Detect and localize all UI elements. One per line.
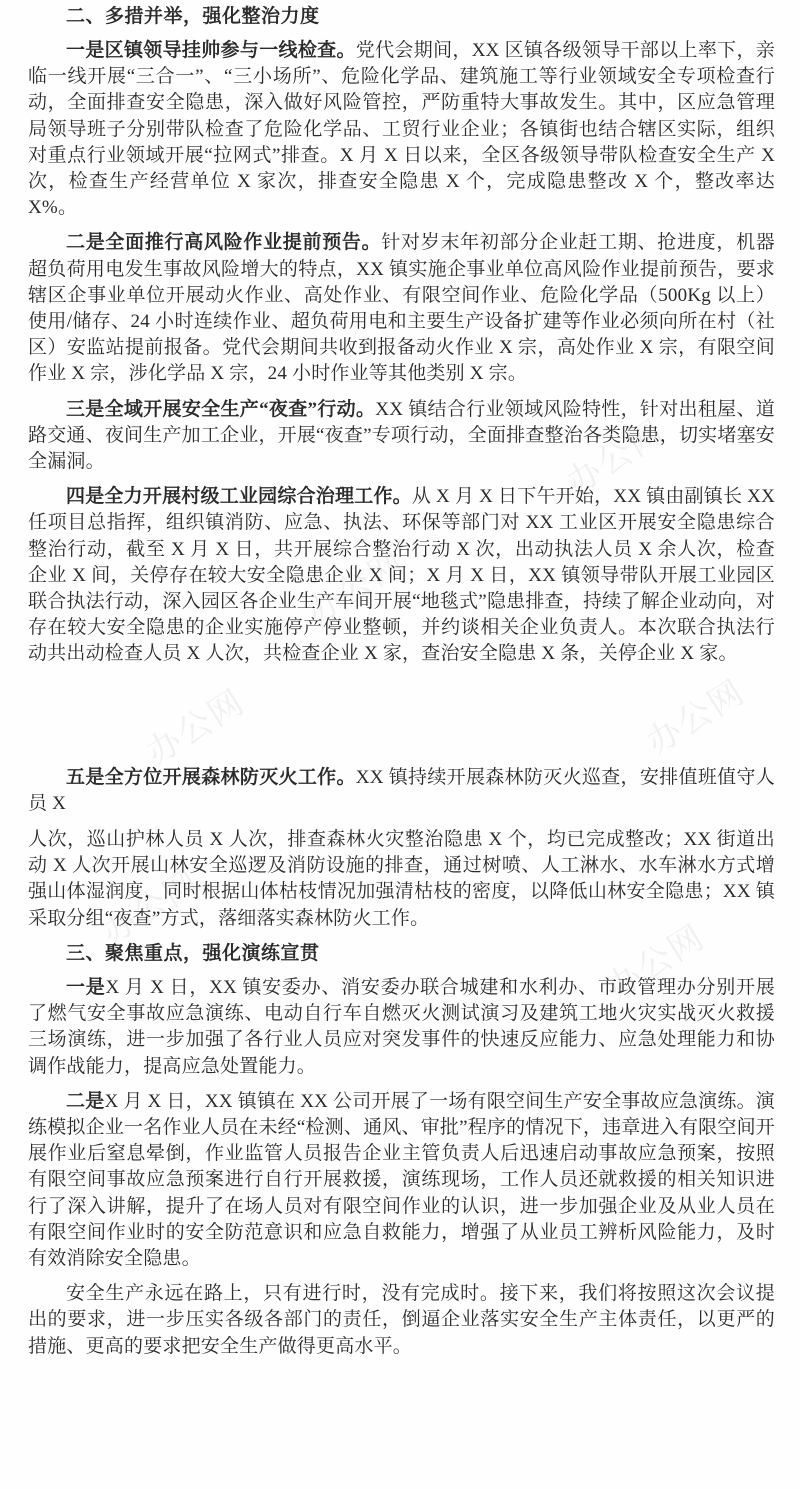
paragraph-one — [28, 38, 775, 221]
paragraph-lead: 一是区镇领导挂帅参与一线检查。 — [66, 40, 356, 61]
paragraph-four — [28, 484, 775, 667]
watermark-text: 办公网 — [600, 918, 712, 1008]
paragraph-text: 人次，巡山护林人员 X 人次，排查森林火灾整治隐患 X 个，均已完成整改；XX 街道出动 X 人次开展山林安全巡逻及消防设施的排查，通过树喷、人工淋水、水车淋水方式增强山体湿润度，同时根据山体枯枝情况加强清枯枝的密度，以降低山林安全隐患；XX 镇采取分组“夜查”方式，落细落实森林防火工作。 — [28, 829, 775, 929]
paragraph-text: XX 镇结合行业领域风险特性，针对出租屋、道路交通、夜间生产加工企业，开展“夜查”专项行动，全面排查整治各类隐患，切实堵塞安全漏洞。 — [28, 398, 776, 473]
paragraph-lead: 五是全方位开展森林防灭火工作。 — [66, 766, 356, 788]
section-heading-three: 三、聚焦重点，强化演练宣贯 — [66, 942, 320, 964]
paragraph-first-line — [28, 765, 775, 817]
watermark-text: 办公网 — [140, 683, 252, 773]
paragraph-lead: 三是全域开展安全生产“夜查”行动。 — [66, 398, 376, 420]
watermark-text: 办公网 — [300, 543, 412, 633]
paragraph-lead: 四是全力开展村级工业园综合治理工作。 — [66, 486, 412, 508]
paragraph-lead: 二是全面推行高风险作业提前预告。 — [66, 232, 382, 254]
paragraph-text: X 月 X 日，XX 镇镇在 XX 公司开展了一场有限空间生产安全事故应急演练。演练模拟企业一名作业人员在未经“检测、通风、审批”程序的情况下，违章进入有限空间开展作业后窒息晕倒，作业监管人员报告企业主管负责人后迅速启动事故应急预案，按照有限空间事故应急预案进行自行开展救援，演练现场，工作人员还就救援的相关知识进行了深入讲解，提升了在场人员对有限空间作业的认识，进一步加强企业及从业人员在有限空间作业时的安全防范意识和应急自救能力，增强了从业员工辨析风险能力，及时有效消除安全隐患。 — [28, 1090, 775, 1269]
paragraph-three — [28, 397, 775, 476]
paragraph-six — [28, 975, 775, 1080]
paragraph-text: 安全生产永远在路上，只有进行时，没有完成时。接下来，我们将按照这次会议提出的要求，进一步压实各级各部门的责任，倒逼企业落实安全生产主体责任，以更严的措施、更高的要求把安全生产做得更高水平。 — [28, 1283, 775, 1357]
paragraph-text: 党代会期间，XX 区镇各级领导干部以上率下，亲临一线开展“三合一”、“三小场所”、危险化学品、建筑施工等行业领域安全专项检查行动，全面排查安全隐患，深入做好风险管控，严防重特大事故发生。其中，区应急管理局领导班子分别带队检查了危险化学品、工贸行业企业；各镇街也结合辖区实际，组织对重点行业领域开展“拉网式”排查。X 月 X 日以来，全区各级领导带队检查安全生产 X 次，检查生产经营单位 X 家次，排查安全隐患 X 个，完成隐患整改 X 个，整改率达 X%。 — [28, 40, 775, 219]
watermark-text: 办公网 — [95, 863, 207, 953]
page-bottom-gap — [28, 1369, 775, 1489]
section-heading-two: 二、多措并举，强化整治力度 — [66, 6, 320, 27]
paragraph-lead: 二是 — [66, 1090, 105, 1112]
paragraph-first-line-tail: XX 镇持续开展森林防灭火巡查，安排值班值守人员 X — [28, 766, 775, 814]
paragraph-lead: 一是 — [66, 976, 106, 998]
watermark-text: 办公网 — [640, 673, 752, 763]
paragraph-text: X 月 X 日，XX 镇安委办、消安委办联合城建和水利办、市政管理办分别开展了燃气安全事故应急演练、电动自行车自燃灭火测试演习及建筑工地火灾实战灭火救援三场演练，进一步加强了各行业人员应对突发事件的快速反应能力、应急处理能力和协调作战能力，提高应急处置能力。 — [28, 976, 775, 1077]
paragraph-closing — [28, 1281, 775, 1360]
paragraph-two — [28, 230, 775, 387]
paragraph-seven — [28, 1089, 775, 1272]
paragraph-five — [28, 765, 775, 932]
paragraph-text: 针对岁末年初部分企业赶工期、抢进度，机器超负荷用电发生事故风险增大的特点，XX 镇实施企事业单位高风险作业提前预告，要求辖区企事业单位开展动火作业、高处作业、有限空间作业、危险化学品（500Kg 以上）使用/储存、24 小时连续作业、超负荷用电和主要生产设备扩建等作业必须向所在村（社区）安监站提前报备。党代会期间共收到报备动火作业 X 宗，高处作业 X 宗，有限空间作业 X 宗，涉化学品 X 宗，24 小时作业等其他类别 X 宗。 — [28, 232, 775, 385]
watermark-text: 办公网 — [560, 413, 672, 503]
page-gap — [28, 677, 775, 765]
paragraph-text: 从 X 月 X 日下午开始，XX 镇由副镇长 XX 任项目总指挥，组织镇消防、应急、执法、环保等部门对 XX 工业区开展安全隐患综合整治行动，截至 X 月 X 日，共开展综合整治行动 X 次，出动执法人员 X 余人次，检查企业 X 间，关停存在较大安全隐患企业 X 间；X 月 X 日，XX 镇领导带队开展工业园区联合执法行动，深入园区各企业生产车间开展“地毯式”隐患排查，持续了解企业动向，对存在较大安全隐患的企业实施停产停业整顿，并约谈相关企业负责人。本次联合执法行动共出动检查人员 X 人次，共检查企业 X 家，查治安全隐患 X 条，关停企业 X 家。 — [28, 486, 775, 665]
